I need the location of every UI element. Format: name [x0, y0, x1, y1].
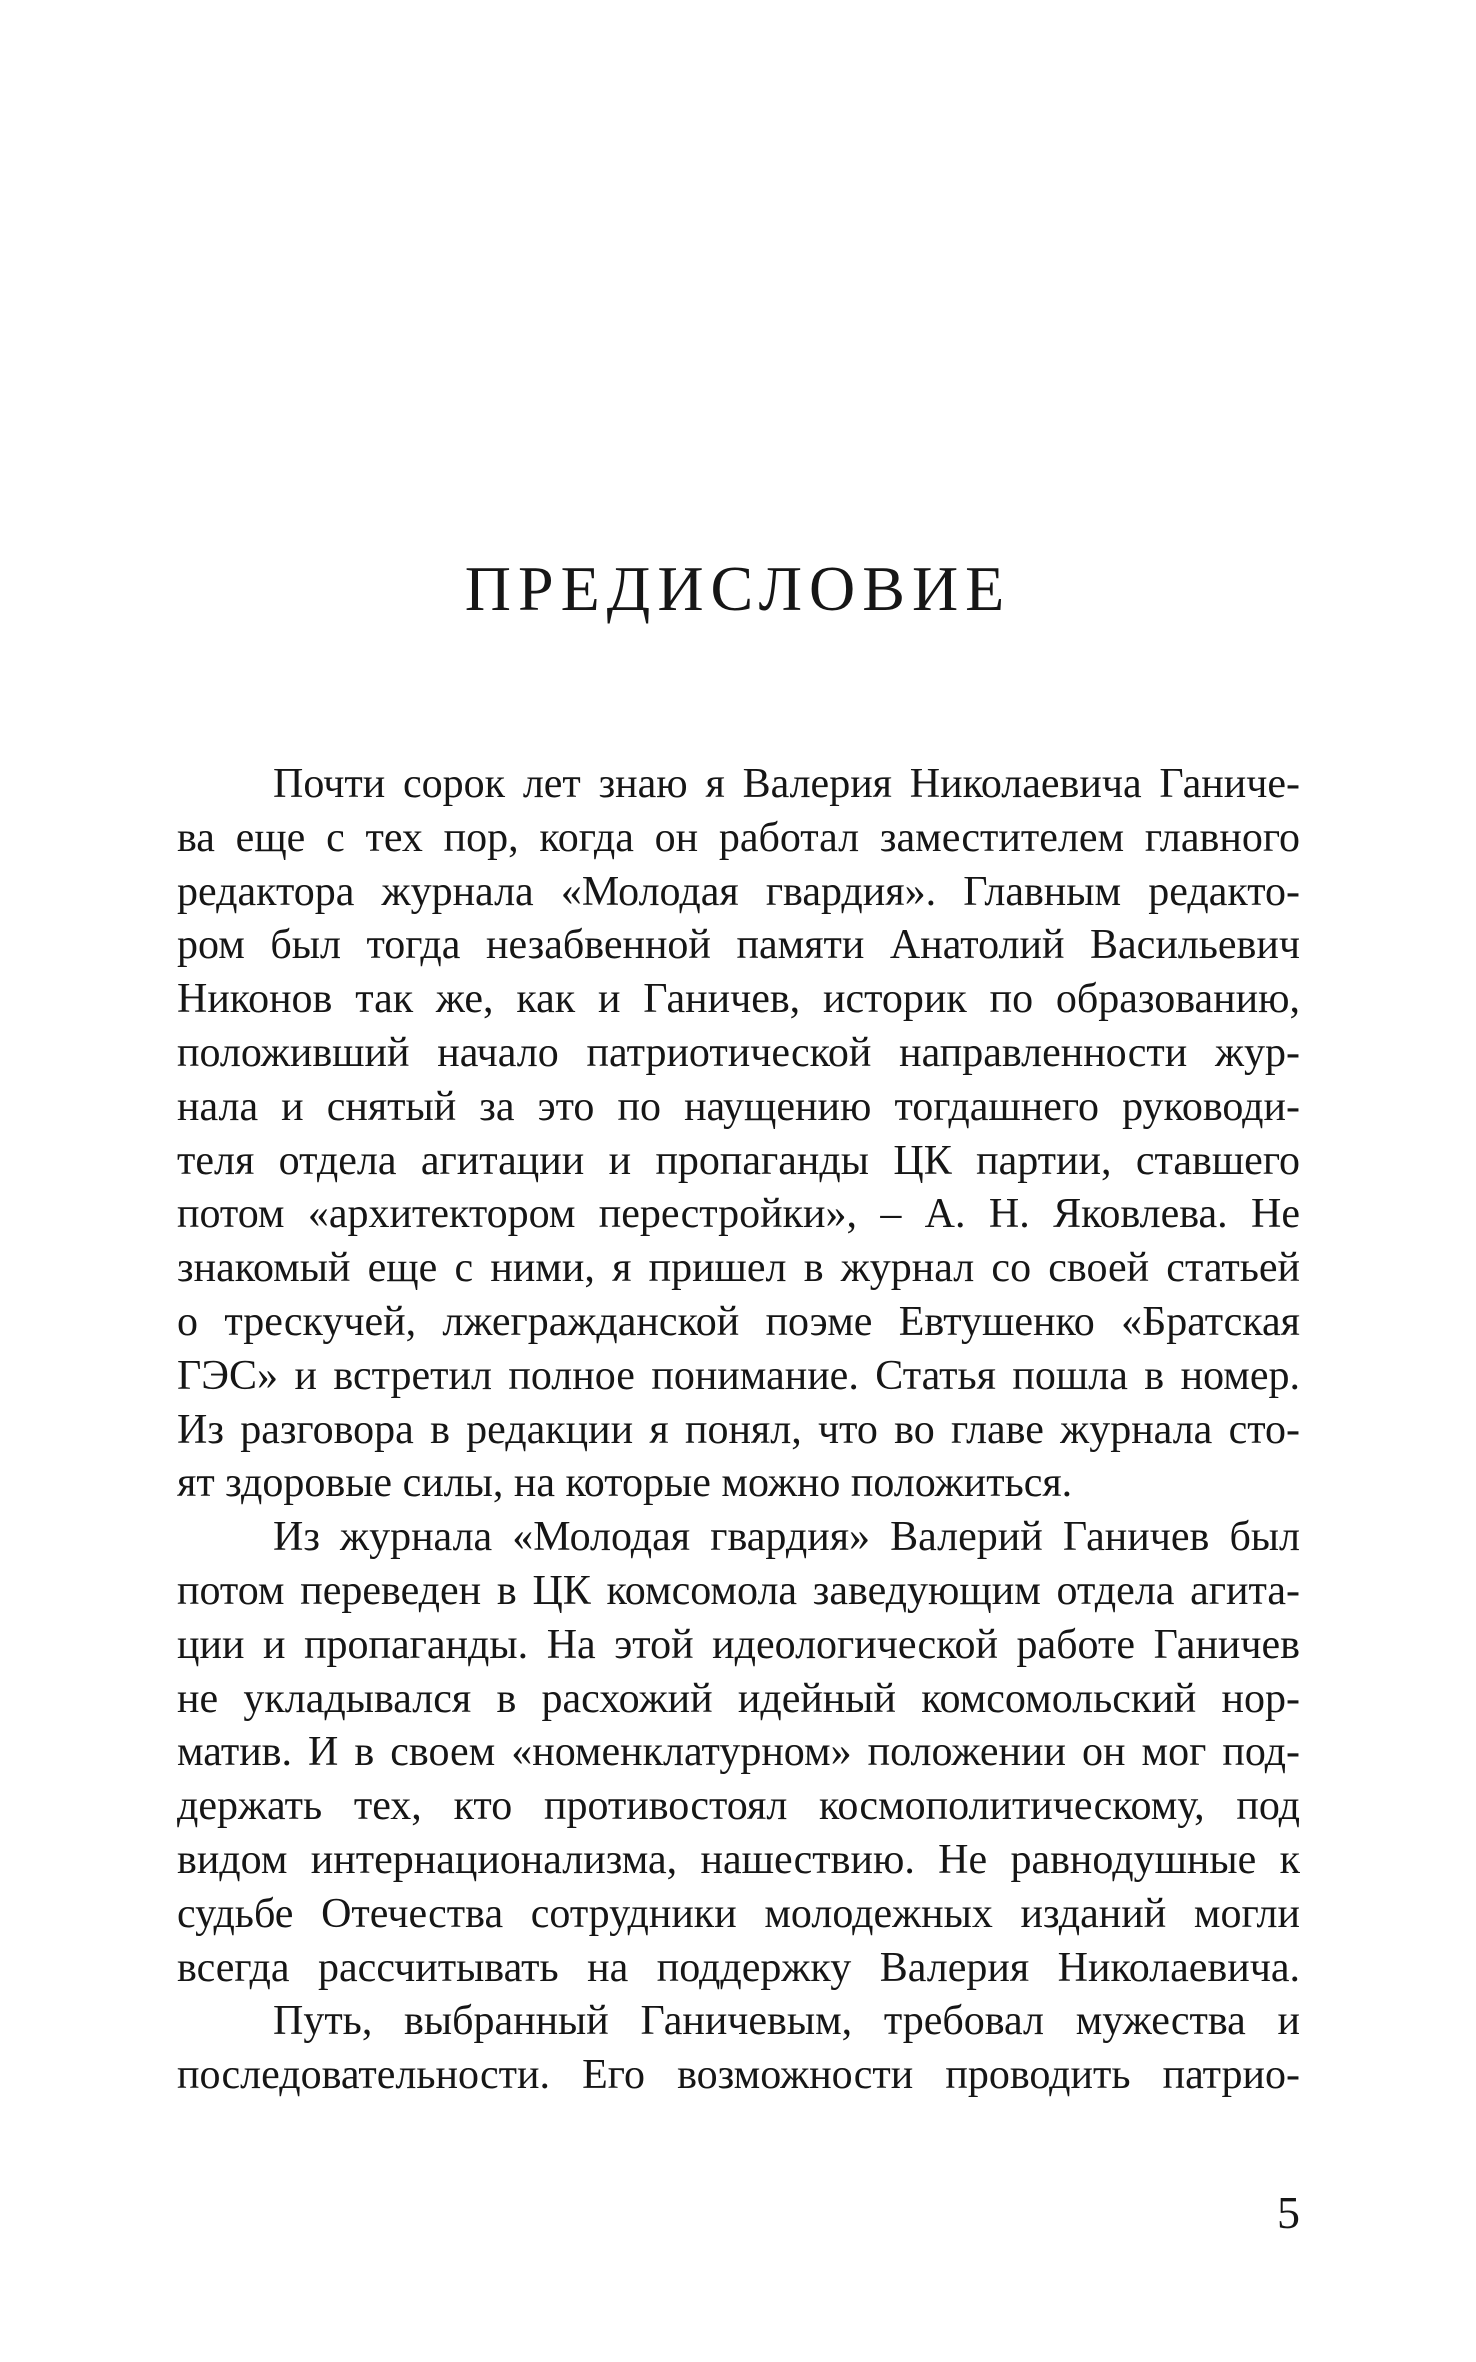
text-line: Почти сорок лет знаю я Валерия Николаевича Ганиче-	[273, 761, 1300, 807]
text-line: ром был тогда незабвенной памяти Анатолий Васильевич	[177, 922, 1300, 969]
text-line: ва еще с тех пор, когда он работал заместителем главного	[177, 814, 1300, 861]
text-line: Из журнала «Молодая гвардия» Валерий Ганичев был	[273, 1514, 1300, 1561]
text-line: Из разговора в редакции я понял, что во главе журнала сто-	[177, 1406, 1300, 1453]
text-line: положивший начало патриотической направленности жур-	[177, 1029, 1300, 1076]
text-line: видом интернационализма, нашествию. Не равнодушные к	[177, 1836, 1300, 1883]
text-line: нала и снятый за это по наущению тогдашнего руководи-	[177, 1083, 1300, 1130]
text-line: матив. И в своем «номенклатурном» положении он мог под-	[177, 1729, 1300, 1776]
text-line: ГЭС» и встретил полное понимание. Статья пошла в номер.	[177, 1352, 1300, 1399]
text-line: ции и пропаганды. На этой идеологической работе Ганичев	[177, 1621, 1300, 1668]
text-line: судьбе Отечества сотрудники молодежных изданий могли	[177, 1890, 1300, 1937]
text-line: ят здоровые силы, на которые можно положиться.	[177, 1460, 1073, 1507]
body-text	[177, 758, 1300, 2103]
text-line: держать тех, кто противостоял космополитическому, под	[177, 1783, 1300, 1830]
text-line: потом переведен в ЦК комсомола заведующим отдела агита-	[177, 1567, 1300, 1614]
text-line: всегда рассчитывать на поддержку Валерия Николаевича.	[177, 1944, 1300, 1991]
chapter-title: ПРЕДИСЛОВИЕ	[464, 553, 1012, 624]
text-line: теля отдела агитации и пропаганды ЦК партии, ставшего	[177, 1137, 1300, 1184]
text-line: Никонов так же, как и Ганичев, историк по образованию,	[177, 976, 1300, 1023]
text-line: потом «архитектором перестройки», – А. Н. Яковлева. Не	[177, 1191, 1300, 1238]
text-line: редактора журнала «Молодая гвардия». Главным редакто-	[177, 868, 1300, 915]
text-line: о трескучей, лжегражданской поэме Евтушенко «Братская	[177, 1298, 1300, 1345]
text-line: последовательности. Его возможности проводить патрио-	[177, 2052, 1300, 2099]
text-line: Путь, выбранный Ганичевым, требовал мужества и	[273, 1998, 1300, 2045]
page-number: 5	[1277, 2187, 1300, 2238]
text-line: не укладывался в расхожий идейный комсомольский нор-	[177, 1675, 1300, 1722]
text-line: знакомый еще с ними, я пришел в журнал со своей статьей	[177, 1245, 1300, 1292]
